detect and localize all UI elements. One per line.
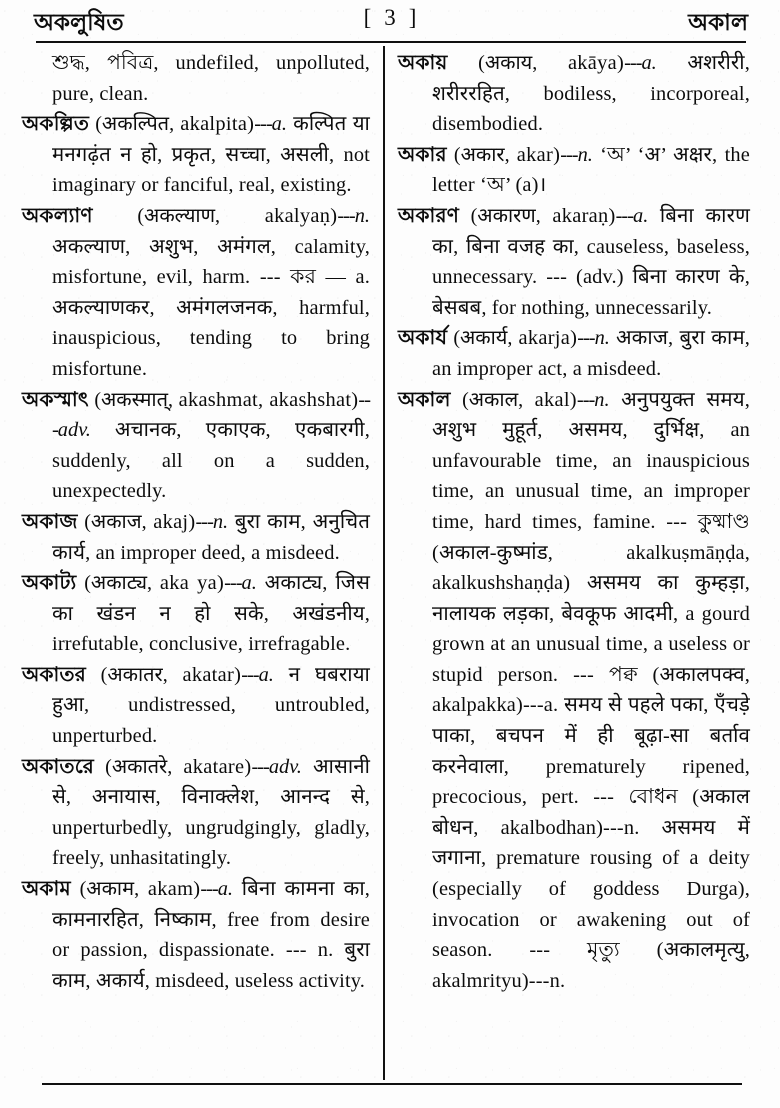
entry-part-of-speech: a. bbox=[271, 113, 287, 136]
dictionary-entry bbox=[398, 48, 750, 140]
entry-romanization: akaj) bbox=[153, 510, 196, 533]
entry-paragraph bbox=[398, 140, 750, 201]
entry-definition: आसानी से, अनायास, विनाक्लेश, आनन्द से, unperturbedly, ungrudgingly, gladly, freely, unhasitatingly. bbox=[52, 755, 370, 870]
entry-part-of-speech: adv. bbox=[57, 419, 91, 442]
header-rule bbox=[36, 41, 746, 43]
entry-gloss-devanagari: (अकल्पित, bbox=[95, 113, 175, 136]
column-divider-rule bbox=[383, 46, 385, 1080]
entry-romanization: akam) bbox=[147, 878, 201, 901]
entry-romanization: akal) bbox=[534, 388, 577, 411]
entry-paragraph bbox=[22, 568, 370, 660]
page-number: 3 bbox=[384, 5, 396, 30]
entry-dash: --- bbox=[577, 327, 595, 350]
entry-definition: अकाट्य, जिस का खंडन न हो सके, अखंडनीय, irrefutable, conclusive, irrefragable. bbox=[52, 572, 371, 656]
entry-romanization: akalpita) bbox=[180, 113, 255, 136]
entry-paragraph bbox=[22, 109, 370, 201]
page-number-group bbox=[0, 5, 780, 31]
entry-continuation-text: শুদ্ধ, পবিত্র, undefiled, unpolluted, pure, clean. bbox=[52, 52, 370, 105]
entry-part-of-speech: adv. bbox=[268, 755, 302, 778]
entry-dash: --- bbox=[200, 878, 218, 901]
entry-definition: अचानक, एकाएक, एकबारगी, suddenly, all on a sudden, unexpectedly. bbox=[52, 419, 370, 503]
entry-part-of-speech: a. bbox=[633, 204, 649, 227]
entry-gloss-devanagari: (अकातरे, bbox=[105, 755, 173, 778]
entry-definition: ‘অ’ ‘अ’ अक्षर, the letter ‘অ’ (a)। bbox=[432, 143, 750, 197]
entry-part-of-speech: n. bbox=[594, 388, 610, 411]
running-head-right: অকাল bbox=[688, 10, 748, 35]
entry-romanization: akashmat, akashshat) bbox=[178, 388, 359, 411]
dictionary-entry bbox=[22, 568, 370, 660]
headword: অকল্পিত bbox=[22, 113, 90, 136]
entry-dash: --- bbox=[224, 572, 242, 595]
headword: অকাল bbox=[398, 388, 451, 411]
entry-gloss-devanagari: (अकाज, bbox=[84, 510, 147, 533]
entry-paragraph bbox=[22, 507, 370, 568]
entry-dash: --- bbox=[337, 204, 355, 227]
entry-gloss-devanagari: (अकारण, bbox=[470, 204, 541, 227]
dictionary-entry bbox=[398, 385, 750, 997]
entry-dash: --- bbox=[615, 204, 633, 227]
headword: অকাম bbox=[22, 878, 71, 901]
entry-part-of-speech: n. bbox=[594, 327, 610, 350]
entry-paragraph bbox=[398, 323, 750, 384]
entry-dash: --- bbox=[254, 113, 272, 136]
entry-part-of-speech: n. bbox=[212, 510, 229, 533]
headword: অকস্মাৎ bbox=[22, 388, 89, 411]
entry-paragraph bbox=[22, 385, 370, 507]
entry-dash: --- bbox=[576, 388, 595, 411]
headword: অকাতরে bbox=[22, 755, 94, 778]
dictionary-entry bbox=[398, 140, 750, 201]
entry-definition: अकल्याण, अशुभ, अमंगल, calamity, misfortune, evil, harm. --- কর — a. अकल्याणकर, अमंगलजनक, harmful, inauspicious, tending to bring misfortune. bbox=[52, 235, 370, 380]
entry-definition: अनुपयुक्त समय, अशुभ मुहूर्त, असमय, दुर्भिक्ष, an unfavourable time, an inauspicious time, an unusual time, an improper time, hard times, famine. --- কুষ্মাণ্ড (अकाल-कुष्मांड, akalkuṣmāṇḍa, akalkushshaṇḍa) असमय का कुम्हड़ा, नालायक लड़का, बेवकूफ आदमी, a gourd grown at an unusual time, a useless or stupid person. --- পক্ব (अकालपक्व, akalpakka)---a. समय से पहले पका, एँचड़े पाका, बचपन में ही बूढ़ा-सा बर्ताव करनेवाला, prematurely ripened, precocious, pert. --- বোধন (अकाल बोधन, akalbodhan)---n. असमय में जगाना, premature rousing of a deity (especially of goddess Durga), invocation or awakening out of season. --- মৃত্যু (अकालमृत्यु, akalmrityu)---n. bbox=[432, 388, 750, 992]
entry-part-of-speech: a. bbox=[217, 878, 233, 901]
entry-romanization: akarja) bbox=[518, 327, 578, 350]
entry-part-of-speech: n. bbox=[577, 143, 593, 166]
entry-gloss-devanagari: (अकाल, bbox=[462, 388, 524, 411]
headword: অকাতর bbox=[22, 663, 86, 686]
bracket-open: [ bbox=[363, 5, 372, 30]
dictionary-entry bbox=[398, 323, 750, 384]
entry-dash: --- bbox=[560, 143, 578, 166]
entry-romanization: akar) bbox=[516, 143, 561, 166]
bracket-close: ] bbox=[408, 5, 417, 30]
entry-dash: --- bbox=[195, 510, 213, 533]
entry-romanization: akaraṇ) bbox=[552, 204, 616, 227]
entry-paragraph bbox=[22, 201, 370, 385]
entry-paragraph bbox=[22, 752, 370, 874]
entry-gloss-devanagari: (अकाय, bbox=[478, 52, 538, 74]
entry-gloss-devanagari: (अकाट्य, bbox=[84, 572, 153, 595]
entry-continuation-paragraph bbox=[22, 48, 370, 109]
running-head bbox=[0, 4, 780, 42]
entry-definition: बुरा काम, अनुचित कार्य, an improper deed, a misdeed. bbox=[52, 510, 370, 564]
dictionary-entry bbox=[22, 660, 370, 752]
dictionary-entry bbox=[398, 201, 750, 323]
entry-paragraph bbox=[22, 874, 370, 996]
dictionary-entry bbox=[22, 385, 370, 507]
entry-definition: कल्पित या मनगढ़ंत न हो, प्रकृत, सच्चा, असली, not imaginary or fanciful, real, existing. bbox=[52, 113, 370, 197]
entry-part-of-speech: n. bbox=[354, 204, 370, 227]
entry-part-of-speech: a. bbox=[241, 572, 257, 595]
entry-continuation bbox=[22, 48, 370, 109]
entry-gloss-devanagari: (अकाम, bbox=[79, 878, 140, 901]
entry-gloss-devanagari: (अकस्मात्, bbox=[94, 388, 173, 411]
headword: অকায় bbox=[398, 52, 448, 74]
entry-part-of-speech: a. bbox=[641, 52, 657, 74]
footer-rule bbox=[42, 1083, 742, 1085]
entry-gloss-devanagari: (अकातर, bbox=[100, 663, 168, 686]
dictionary-entry bbox=[22, 109, 370, 201]
entry-romanization: akatare) bbox=[183, 755, 252, 778]
entry-paragraph bbox=[398, 201, 750, 323]
entry-romanization: akalyaṇ) bbox=[264, 204, 338, 227]
entry-definition: अशरीरी, शरीररहित, bodiless, incorporeal, disembodied. bbox=[432, 52, 750, 136]
entry-paragraph bbox=[398, 385, 750, 997]
column-left bbox=[22, 48, 370, 996]
entry-definition: न घबराया हुआ, undistressed, untroubled, unperturbed. bbox=[52, 663, 370, 748]
headword: অকাট্য bbox=[22, 572, 77, 595]
entry-romanization: aka ya) bbox=[159, 572, 225, 595]
entry-romanization: akatar) bbox=[182, 663, 242, 686]
dictionary-entry bbox=[22, 507, 370, 568]
headword: অকাজ bbox=[22, 510, 78, 533]
entry-dash: --- bbox=[52, 388, 370, 442]
headword: অকল্যাণ bbox=[22, 204, 93, 227]
entry-paragraph bbox=[22, 660, 370, 752]
entry-gloss-devanagari: (अकल्याण, bbox=[137, 204, 221, 227]
column-right bbox=[398, 48, 750, 996]
entry-gloss-devanagari: (अकार्य, bbox=[453, 327, 513, 350]
entry-definition: बिना कारण का, बिना वजह का, causeless, baseless, unnecessary. --- (adv.) बिना कारण के, बेसबब, for nothing, unnecessarily. bbox=[432, 204, 750, 319]
entry-definition: बिना कामना का, कामनारहित, निष्काम, free from desire or passion, dispassionate. --- n. बुरा काम, अकार्य, misdeed, useless activity. bbox=[52, 878, 371, 992]
entry-gloss-devanagari: (अकार, bbox=[453, 143, 510, 166]
running-head-left: অকলুষিত bbox=[34, 10, 124, 35]
headword: অকার bbox=[398, 143, 447, 166]
dictionary-entry bbox=[22, 874, 370, 996]
headword: অকারণ bbox=[398, 204, 460, 227]
dictionary-entry bbox=[22, 201, 370, 385]
entry-dash: --- bbox=[624, 52, 642, 74]
entry-part-of-speech: a. bbox=[258, 663, 274, 686]
entry-dash: --- bbox=[241, 663, 259, 686]
entry-definition: अकाज, बुरा काम, an improper act, a misdeed. bbox=[432, 327, 750, 380]
dictionary-entry bbox=[22, 752, 370, 874]
entry-dash: --- bbox=[251, 755, 269, 778]
entry-paragraph bbox=[398, 48, 750, 140]
headword: অকার্য bbox=[398, 327, 448, 350]
entry-romanization: akāya) bbox=[567, 52, 625, 74]
